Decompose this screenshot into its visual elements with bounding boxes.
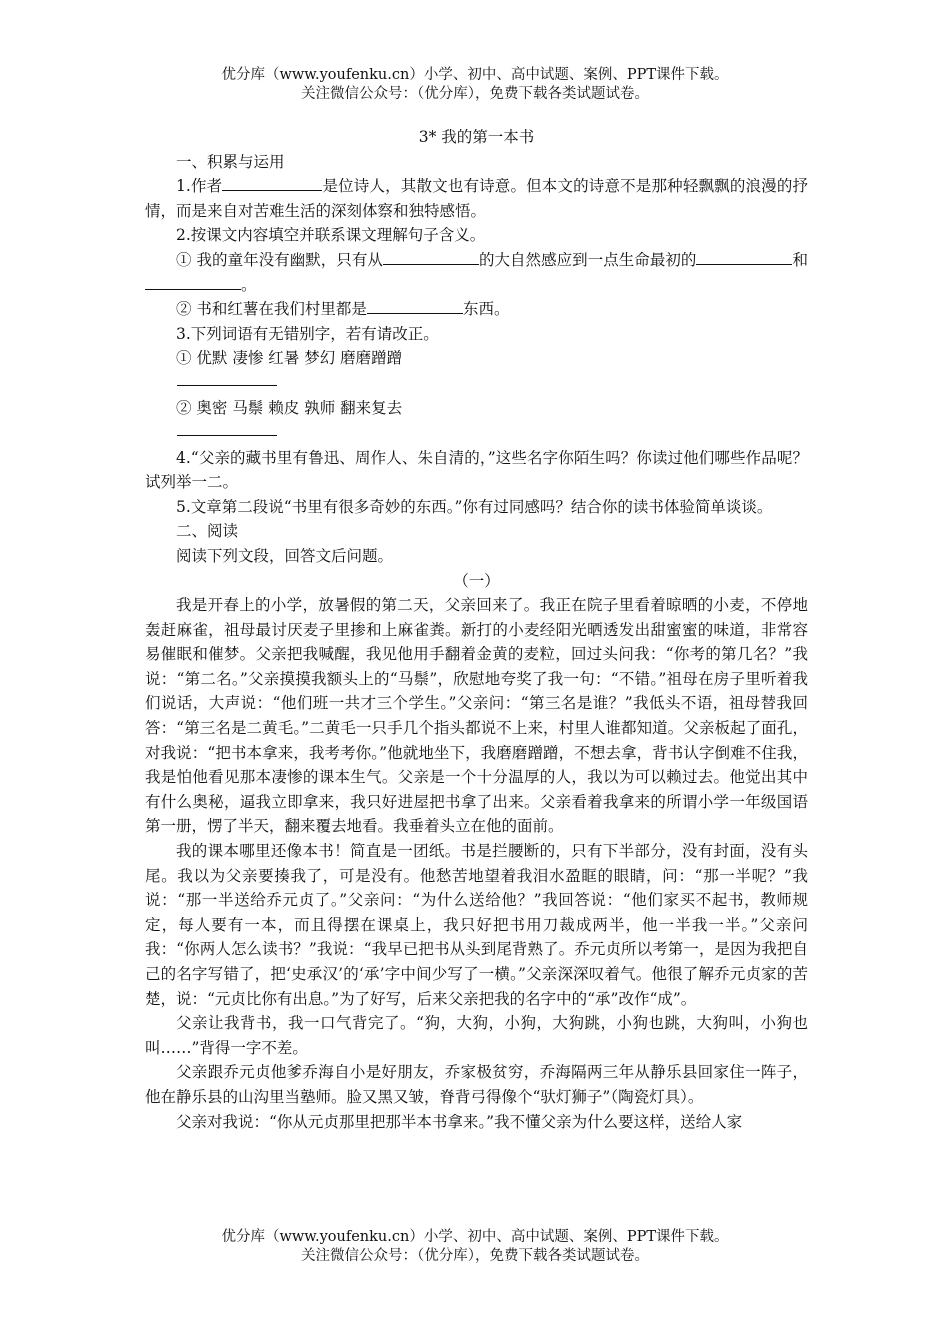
q2-1-text-d: 。 [241, 275, 257, 294]
answer-line[interactable] [177, 421, 277, 436]
page-footer [0, 1228, 950, 1266]
answer-blank[interactable] [696, 248, 760, 265]
question-3-item-2: ② 奥密 马鬃 赖皮 孰师 翻来复去 [176, 398, 403, 417]
header-line-1: 优分库（www.youfenku.cn）小学、初中、高中试题、案例、PPT课件下载。 [221, 67, 729, 83]
q1-text: 是位诗人，其散文也有诗意。但本文的诗意不是那种轻飘飘的浪漫的抒情，而是来自对苦难生活的深刻体察和独特感悟。 [145, 177, 808, 220]
question-5: 5.文章第二段说“书里有很多奇妙的东西。”你有过同感吗？结合你的读书体验简单谈谈。 [176, 497, 773, 516]
question-2-item-1 [145, 248, 808, 297]
q2-1-text-c: 和 [792, 250, 808, 269]
answer-blank[interactable] [383, 248, 479, 265]
document-title: 3* 我的第一本书 [418, 128, 535, 146]
q2-2-text-a: ② 书和红薯在我们村里都是 [176, 300, 367, 319]
answer-blank[interactable] [145, 273, 241, 290]
question-3-item-1: ① 优默 凄惨 红暑 梦幻 磨磨蹭蹭 [176, 349, 403, 368]
question-2: 2.按课文内容填空并联系课文理解句子含义。 [176, 226, 486, 245]
footer-line-1: 优分库（www.youfenku.cn）小学、初中、高中试题、案例、PPT课件下载。 [221, 1229, 729, 1245]
question-3: 3.下列词语有无错别字，若有请改正。 [176, 324, 439, 343]
q2-1-text-b: 的大自然感应到一点生命最初的 [478, 250, 697, 269]
reading-paragraph-1: 我是开春上的小学，放暑假的第二天，父亲回来了。我正在院子里看着晾晒的小麦，不停地轰赶麻雀，祖母最讨厌麦子里掺和上麻雀粪。新打的小麦经阳光晒透发出甜蜜蜜的味道，非常容易催眠和催梦。父亲把我喊醒，我见他用手翻着金黄的麦粒，回过头问我：“你考的第几名？”我说：“第二名。”父亲摸摸我额头上的“马鬃”，欣慰地夸奖了我一句：“不错。”祖母在房子里听着我们说话，大声说：“他们班一共才三个学生。”父亲问：“第三名是谁？”我低头不语，祖母替我回答：“第三名是二黄毛。”二黄毛一只手几个指头都说不上来，村里人谁都知道。父亲板起了面孔，对我说：“把书本拿来，我考考你。”他就地坐下，我磨磨蹭蹭，不想去拿，背书认字倒难不住我，我是怕他看见那本凄惨的课本生气。父亲是一个十分温厚的人，我以为可以赖过去。他觉出其中有什么奥秘，逼我立即拿来，我只好进屋把书拿了出来。父亲看着我拿来的所谓小学一年级国语第一册，愣了半天，翻来覆去地看。我垂着头立在他的面前。 [145, 596, 808, 836]
q1-prefix: 1.作者 [176, 177, 223, 196]
reading-paragraph-2: 我的课本哪里还像本书！简直是一团纸。书是拦腰断的，只有下半部分，没有封面，没有头尾。我以为父亲要揍我了，可是没有。他愁苦地望着我泪水盈眶的眼睛，问：“那一半呢？”我说：“那一半送给乔元贞了。”父亲问：“为什么送给他？”我回答说：“他们家买不起书，教师规定，每人要有一本，而且得摆在课桌上，我只好把书用刀裁成两半，他一半我一半。”父亲问我：“你两人怎么读书？”我说：“我早已把书从头到尾背熟了。乔元贞所以考第一，是因为我把自己的名字写错了，把‘史承汉’的‘承’字中间少写了一横。”父亲深深叹着气。他很了解乔元贞家的苦楚，说：“元贞比你有出息。”为了好写，后来父亲把我的名字中的“承”改作“成”。 [145, 842, 808, 1008]
answer-line[interactable] [177, 371, 277, 386]
reading-paragraph-3: 父亲让我背书，我一口气背完了。“狗，大狗，小狗，大狗跳，小狗也跳，大狗叫，小狗也叫……”背得一字不差。 [145, 1014, 808, 1057]
section-heading-1: 一、积累与运用 [176, 152, 285, 171]
page-header [0, 66, 950, 104]
question-1 [145, 174, 808, 223]
document-body [145, 125, 808, 1134]
header-line-2: 关注微信公众号：（优分库），免费下载各类试题试卷。 [301, 86, 649, 102]
reading-intro: 阅读下列文段，回答文后问题。 [176, 546, 394, 565]
section-heading-2: 二、阅读 [176, 522, 239, 541]
answer-blank[interactable] [367, 297, 463, 314]
q2-1-text-a: ① 我的童年没有幽默，只有从 [176, 250, 383, 269]
footer-line-2: 关注微信公众号：（优分库），免费下载各类试题试卷。 [301, 1248, 649, 1264]
q2-2-text-b: 东西。 [462, 300, 510, 319]
reading-paragraph-5: 父亲对我说：“你从元贞那里把那半本书拿来。”我不懂父亲为什么要这样，送给人家 [176, 1112, 743, 1131]
question-4: 4.“父亲的藏书里有鲁迅、周作人、朱自清的，”这些名字你陌生吗？你读过他们哪些作品呢？试列举一二。 [145, 448, 808, 492]
answer-blank[interactable] [760, 248, 792, 265]
answer-blank[interactable] [222, 174, 322, 191]
question-2-item-2 [145, 297, 808, 322]
reading-part-label: （一） [453, 571, 500, 590]
reading-paragraph-4: 父亲跟乔元贞他爹乔海自小是好朋友，乔家极贫穷，乔海隔两三年从静乐县回家住一阵子，他在静乐县的山沟里当塾师。脸又黑又皱，脊背弓得像个“驮灯狮子”（陶瓷灯具）。 [145, 1063, 808, 1106]
